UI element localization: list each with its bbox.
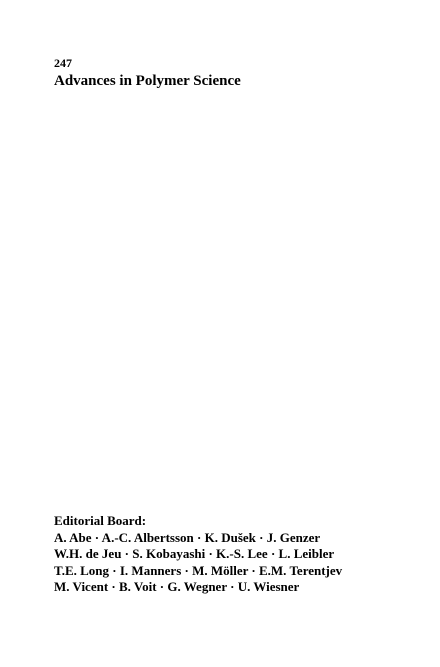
editorial-board-line: T.E. Long · I. Manners · M. Möller · E.M. Terentjev (54, 562, 343, 578)
editorial-board-line: M. Vicent · B. Voit · G. Wegner · U. Wiesner (54, 579, 300, 594)
volume-number: 247 (54, 56, 72, 70)
editorial-board-line: A. Abe · A.-C. Albertsson · K. Dušek · J. Genzer (54, 529, 321, 545)
editorial-board-line: W.H. de Jeu · S. Kobayashi · K.-S. Lee · L. Leibler (54, 546, 335, 561)
editorial-board (54, 513, 342, 596)
editorial-board-heading: Editorial Board: (54, 513, 147, 528)
series-title: Advances in Polymer Science (54, 73, 241, 89)
